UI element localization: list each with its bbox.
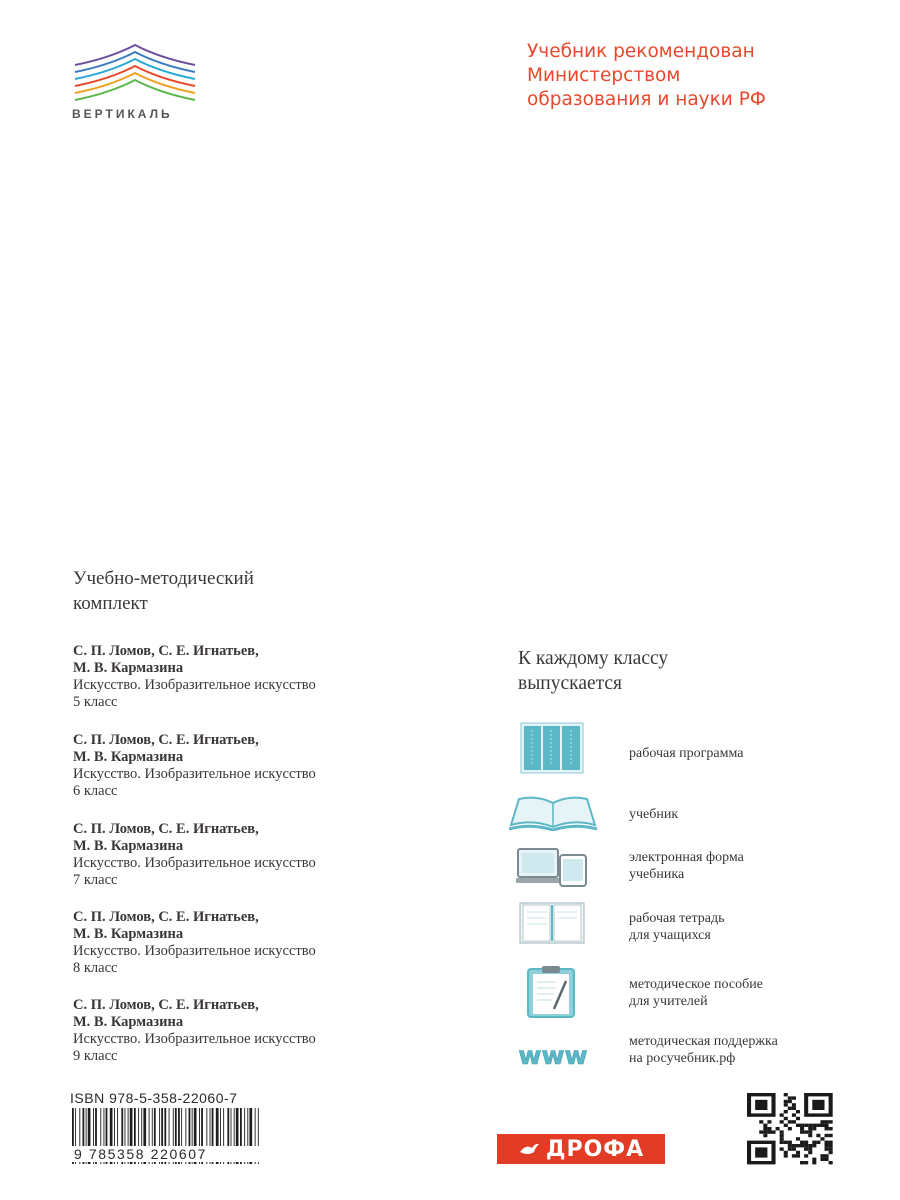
release-item-label xyxy=(629,745,849,762)
book-grade: 9 класс xyxy=(73,1048,118,1064)
book-authors: С. П. Ломов, С. Е. Игнатьев, xyxy=(73,997,259,1013)
recommendation-note xyxy=(527,40,857,112)
book-subject: Искусство. Изобразительное искусство xyxy=(73,943,316,959)
book-entry xyxy=(73,732,403,800)
label-line: электронная форма xyxy=(629,850,744,865)
clipboard-icon xyxy=(526,965,576,1019)
book-subject: Искусство. Изобразительное искусство xyxy=(73,1031,316,1047)
release-title-line: выпускается xyxy=(518,673,623,694)
book-entry xyxy=(73,643,403,711)
www-icon xyxy=(508,1040,598,1070)
release-item-label xyxy=(629,976,849,1010)
label-line: для учителей xyxy=(629,994,708,1009)
kit-title xyxy=(73,566,373,616)
label-line: учебник xyxy=(629,807,679,822)
kit-title-line: Учебно-методический xyxy=(73,568,254,589)
publisher-name: ДРОФА xyxy=(545,1136,645,1162)
book-entry xyxy=(73,909,403,977)
recommendation-line: Министерством xyxy=(527,65,681,86)
book-subject: Искусство. Изобразительное искусство xyxy=(73,677,316,693)
label-line: учебника xyxy=(629,867,685,882)
label-line: рабочая тетрадь xyxy=(629,911,725,926)
label-line: методическое пособие xyxy=(629,977,763,992)
label-line: для учащихся xyxy=(629,928,711,943)
release-item-label xyxy=(629,1033,849,1067)
book-authors: М. В. Кармазина xyxy=(73,749,184,765)
book-subject: Искусство. Изобразительное искусство xyxy=(73,766,316,782)
open-book-icon xyxy=(507,795,599,831)
release-item-label xyxy=(629,806,849,823)
publisher-bird-icon xyxy=(518,1140,540,1158)
qr-code-icon xyxy=(747,1093,833,1165)
release-item-label xyxy=(629,849,849,883)
book-entry xyxy=(73,821,403,889)
book-authors: С. П. Ломов, С. Е. Игнатьев, xyxy=(73,732,259,748)
book-subject: Искусство. Изобразительное искусство xyxy=(73,855,316,871)
devices-icon xyxy=(516,847,588,887)
label-line: на росучебник.рф xyxy=(629,1051,736,1066)
book-grade: 5 класс xyxy=(73,694,118,710)
book-entry xyxy=(73,997,403,1065)
release-title-line: К каждому классу xyxy=(518,648,669,669)
book-authors: С. П. Ломов, С. Е. Игнатьев, xyxy=(73,643,259,659)
recommendation-line: образования и науки РФ xyxy=(527,89,766,110)
www-icon-text: www xyxy=(518,1041,588,1070)
book-authors: С. П. Ломов, С. Е. Игнатьев, xyxy=(73,909,259,925)
book-authors: С. П. Ломов, С. Е. Игнатьев, xyxy=(73,821,259,837)
book-authors: М. В. Кармазина xyxy=(73,1014,184,1030)
book-authors: М. В. Кармазина xyxy=(73,838,184,854)
book-grade: 7 класс xyxy=(73,872,118,888)
binders-icon xyxy=(520,722,584,774)
book-grade: 8 класс xyxy=(73,960,118,976)
recommendation-line: Учебник рекомендован xyxy=(527,41,755,62)
barcode-digits: 9 785358 220607 xyxy=(72,1146,264,1162)
publisher-logo xyxy=(497,1134,665,1164)
notebook-icon xyxy=(519,902,585,944)
book-authors: М. В. Кармазина xyxy=(73,660,184,676)
label-line: методическая поддержка xyxy=(629,1034,778,1049)
release-item-label xyxy=(629,910,849,944)
book-grade: 6 класс xyxy=(73,783,118,799)
www-icon-shape xyxy=(508,1040,598,1070)
logo-wordmark: ВЕРТИКАЛЬ xyxy=(72,107,173,121)
kit-title-line: комплект xyxy=(73,593,148,614)
release-title xyxy=(518,646,818,696)
book-authors: М. В. Кармазина xyxy=(73,926,184,942)
isbn-text: ISBN 978-5-358-22060-7 xyxy=(70,1090,238,1106)
label-line: рабочая программа xyxy=(629,746,744,761)
